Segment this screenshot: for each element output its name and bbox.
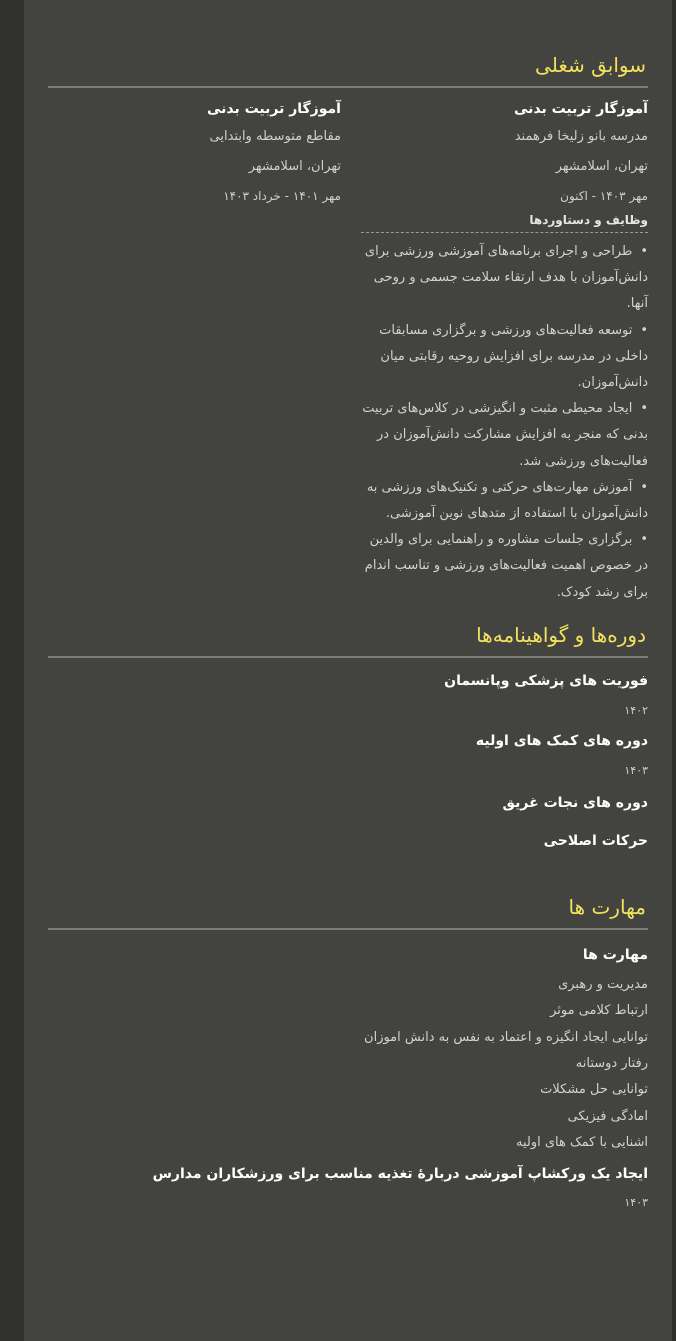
list-item: امادگی فیزیکی: [567, 1108, 648, 1124]
job-location: تهران، اسلامشهر: [555, 159, 648, 174]
job-location: تهران، اسلامشهر: [248, 159, 341, 174]
job-entry-previous: [54, 96, 341, 210]
job-title: آموزگار تربیت بدنی: [513, 101, 648, 117]
skills-title: مهارت ها: [568, 894, 646, 919]
bullet-icon: •: [640, 401, 648, 417]
bullet-icon: •: [640, 532, 648, 548]
list-item: ارتباط کلامی موثر: [550, 1003, 648, 1019]
skills-list: [48, 972, 648, 1157]
duties-title: وظایف و دستاوردها: [361, 210, 648, 233]
course-item: [48, 666, 648, 726]
experience-divider: [48, 86, 648, 88]
resume-page: [24, 0, 672, 1341]
courses-divider: [48, 656, 648, 658]
duty-text: برگزاری جلسات مشاوره و راهنمایی برای والدین در خصوص اهمیت فعالیت‌های ورزشی و تناسب اندام برای رشد کودک.: [364, 532, 648, 600]
courses-section: [48, 606, 648, 856]
job-date: مهر ۱۴۰۳ - اکنون: [560, 189, 648, 203]
skills-section: [48, 856, 648, 1215]
skills-heading: مهارت ها: [582, 946, 648, 963]
course-item: [48, 726, 648, 786]
course-title: فوریت های پزشکی وپانسمان: [444, 672, 648, 689]
job-entry-current: [361, 96, 648, 210]
list-item: توانایی ایجاد انگیزه و اعتماد به نفس به دانش اموزان: [364, 1029, 648, 1045]
list-item: توانایی حل مشکلات: [540, 1082, 648, 1098]
job-organization: مدرسه بانو زلیخا فرهمند: [514, 129, 648, 144]
course-year: ۱۴۰۲: [624, 703, 648, 717]
course-title: حرکات اصلاحی: [543, 832, 648, 849]
course-title: دوره های نجات غریق: [502, 794, 648, 811]
course-item: [48, 788, 648, 818]
bullet-icon: •: [640, 322, 648, 338]
course-item: [48, 826, 648, 856]
left-margin-strip: [0, 0, 24, 1341]
resume-content: [48, 0, 648, 1215]
duty-text: توسعه فعالیت‌های ورزشی و برگزاری مسابقات داخلی در مدرسه برای افزایش روحیه رقابتی میان دانش‌آموزان.: [379, 322, 648, 391]
experience-section: [48, 0, 648, 606]
right-margin-strip: [672, 0, 676, 1341]
skills-divider: [48, 928, 648, 930]
bullet-icon: •: [640, 479, 648, 495]
list-item: مدیریت و رهبری: [558, 976, 648, 992]
course-year: ۱۴۰۳: [624, 763, 648, 777]
bullet-icon: •: [640, 244, 648, 259]
duty-text: آموزش مهارت‌های حرکتی و تکنیک‌های ورزشی به دانش‌آموزان با استفاده از متدهای نوین آموزشی.: [366, 479, 648, 522]
workshop-year: ۱۴۰۳: [624, 1195, 648, 1209]
duties-block: [361, 210, 648, 606]
course-title: دوره های کمک های اولیه: [475, 732, 648, 749]
list-item: [361, 475, 648, 527]
job-title: آموزگار تربیت بدنی: [206, 101, 341, 117]
duties-list: [361, 239, 648, 606]
duty-text: ایجاد محیطی مثبت و انگیزشی در کلاس‌های تربیت بدنی که منجر به افزایش مشارکت دانش‌آموزان در فعالیت‌های ورزشی شد.: [362, 401, 648, 469]
jobs-row: [48, 96, 648, 210]
list-item: [361, 527, 648, 606]
list-item: رفتار دوستانه: [575, 1056, 648, 1072]
workshop-title: ایجاد یک ورکشاپ آموزشی دربارهٔ تغذیه مناسب برای ورزشکاران مدارس: [152, 1165, 648, 1182]
list-item: [361, 396, 648, 475]
duty-text: طراحی و اجرای برنامه‌های آموزشی ورزشی برای دانش‌آموزان با هدف ارتقاء سلامت جسمی و روحی آنها.: [364, 244, 648, 312]
list-item: [361, 318, 648, 397]
courses-title: دوره‌ها و گواهینامه‌ها: [476, 622, 646, 647]
job-date: مهر ۱۴۰۱ - خرداد ۱۴۰۳: [223, 189, 341, 203]
list-item: [361, 239, 648, 318]
experience-title: سوابق شغلی: [535, 53, 646, 77]
job-organization: مقاطع متوسطه وابتدایی: [209, 129, 341, 144]
list-item: اشنایی با کمک های اولیه: [515, 1135, 648, 1151]
